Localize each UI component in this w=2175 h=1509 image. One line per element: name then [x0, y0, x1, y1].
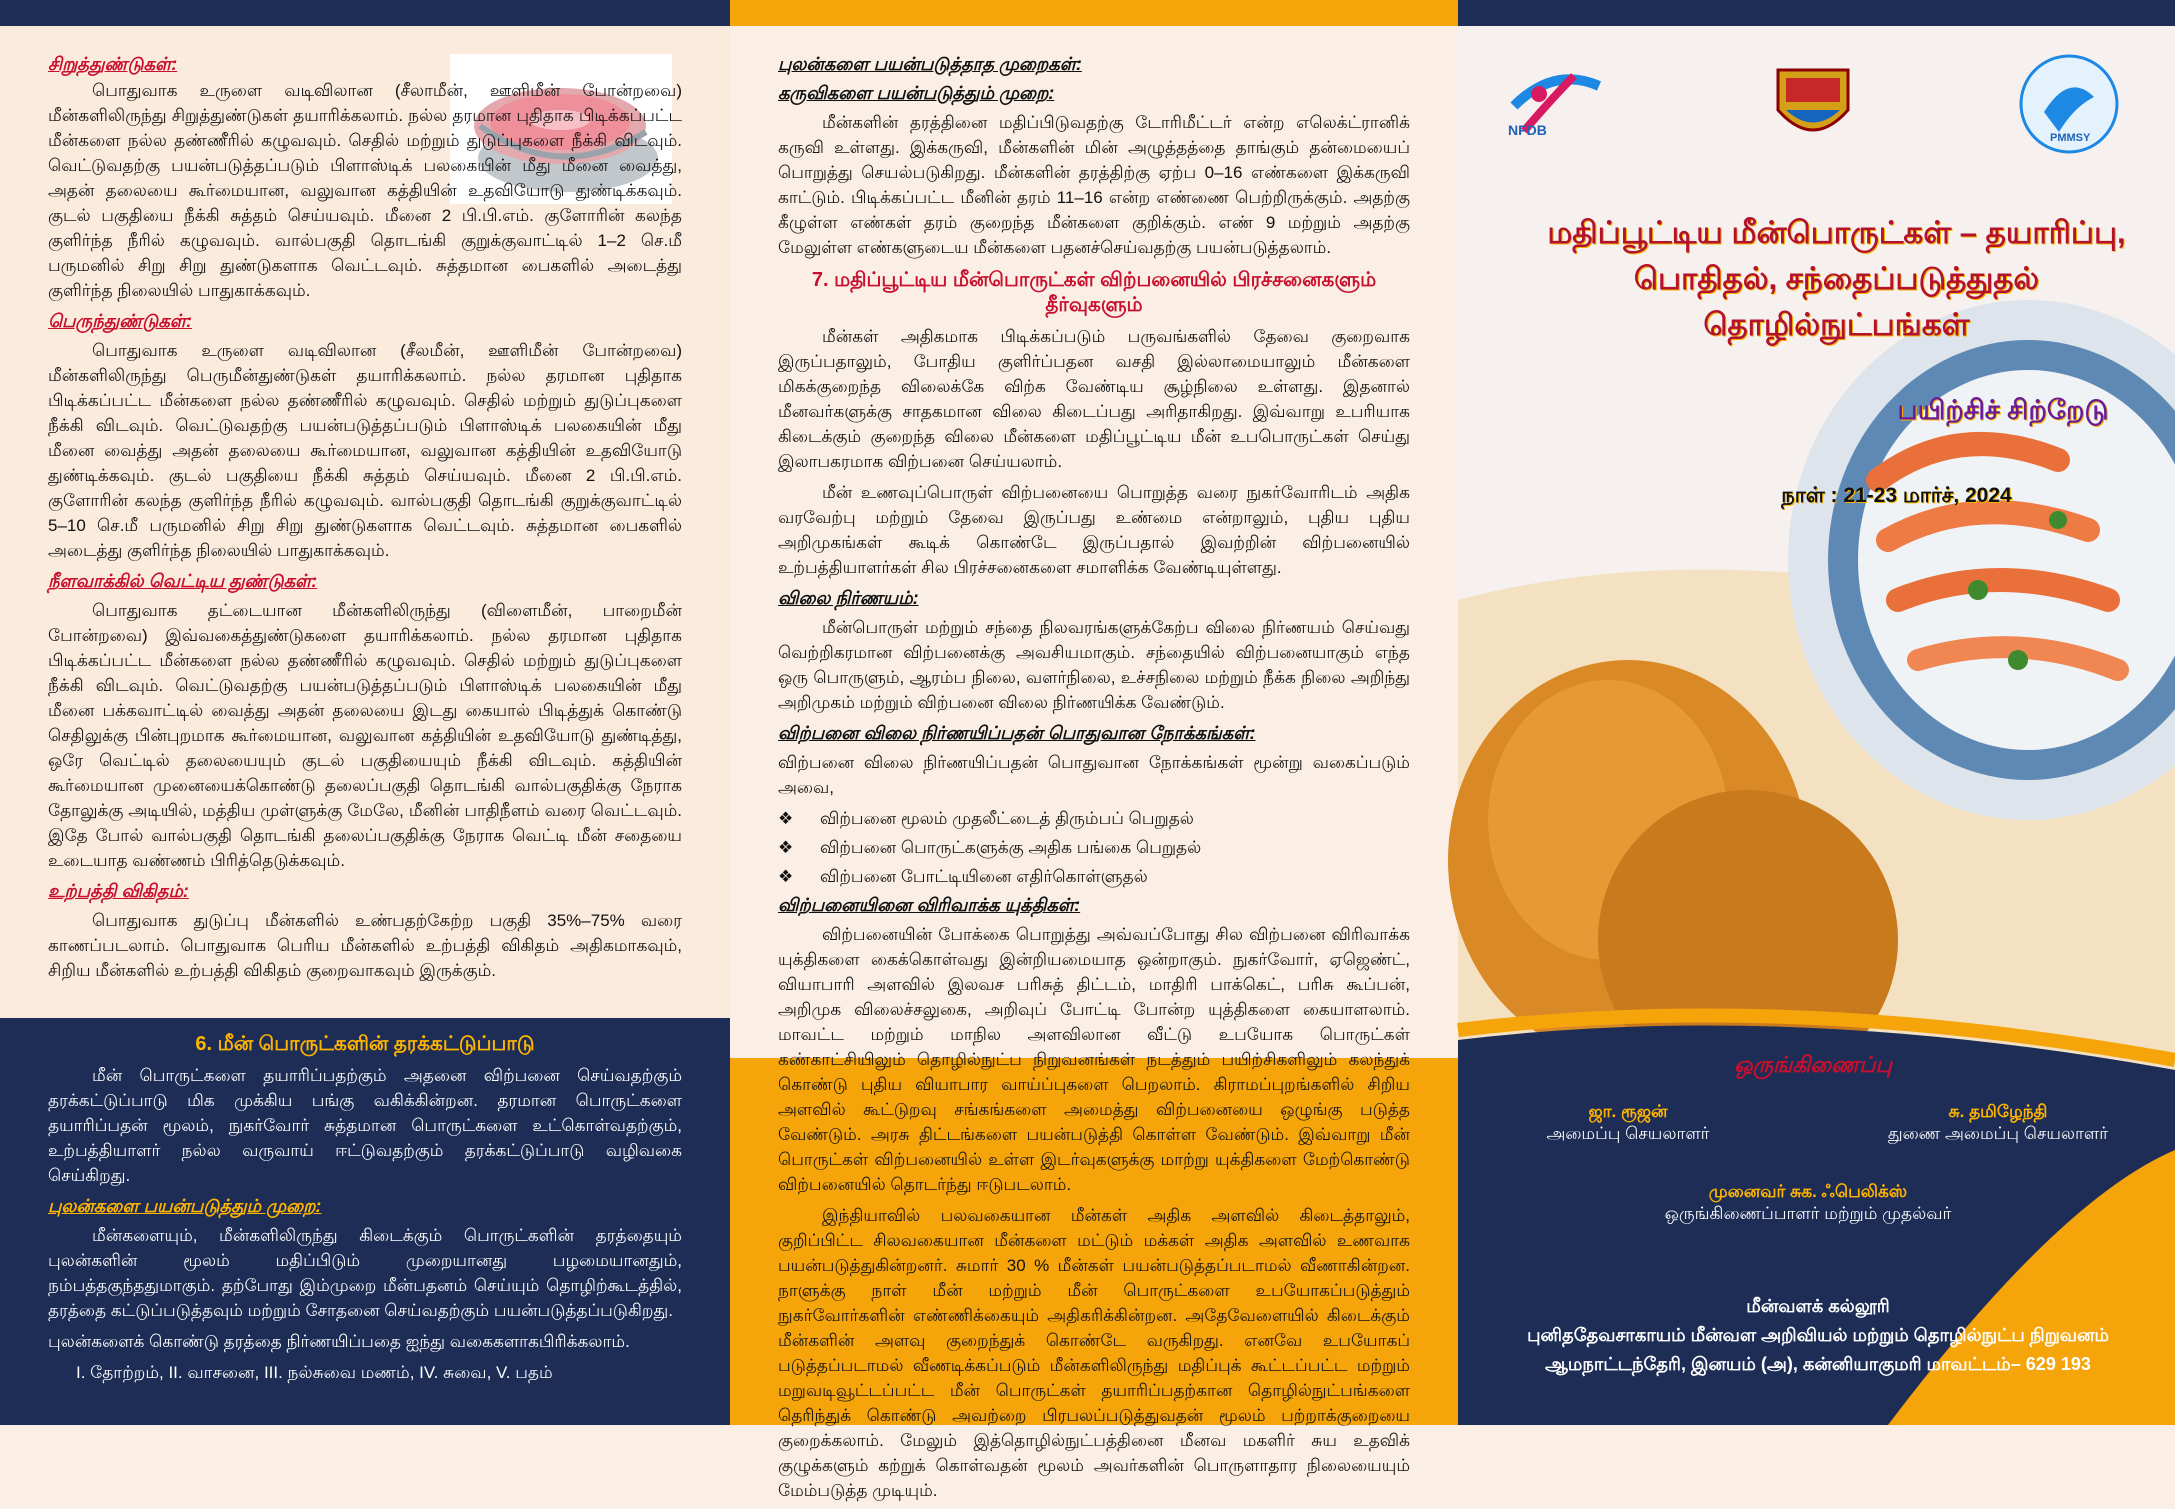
middle-panel: [730, 0, 1458, 1500]
cover-panel: [1458, 0, 2175, 1425]
bullet-item: [778, 806, 1410, 831]
organizer-2: [1848, 1102, 2148, 1146]
college-emblem: [1768, 60, 1858, 150]
organizer-1-name: ஜா. ரூஜன்: [1588, 1102, 1668, 1121]
organizer-1-role: அமைப்பு செயலாளர்: [1546, 1124, 1710, 1143]
nfdb-logo-text: NFDB: [1508, 122, 1547, 138]
organizer-1: [1498, 1102, 1758, 1146]
organizer-3: [1558, 1182, 2058, 1226]
marketing-problems-heading: 7. மதிப்பூட்டிய மீன்பொருட்கள் விற்பனையில் பிரச்சனைகளும் தீர்வுகளும்: [811, 269, 1377, 316]
top-bar: [0, 0, 730, 26]
quality-control-text: மீன் பொருட்களை தயாரிப்பதற்கும் அதனை விற்பனை செய்வதற்கும் தரக்கட்டுப்பாடு மிக முக்கிய பங்கு வகிக்கின்றன. தரமான பொருட்களை தயாரிப்பதன் மூலம், நுகர்வோர் சுத்தமான பொருட்களை உட்கொள்வதற்கும், உற்பத்தியாளர் நல்ல வருவாய் ஈட்டுவதற்கும் தரக்கட்டுப்பாடு வழிவகை செய்கிறது.: [48, 1066, 682, 1185]
sensory-categories: I. தோற்றம், II. வாசனை, III. நல்சுவை மணம், IV. சுவை, V. பதம்: [76, 1363, 553, 1382]
pmmsy-logo-text: PMMSY: [2050, 132, 2091, 144]
bullet-text: விற்பனை போட்டியினை எதிர்கொள்ளுதல்: [820, 867, 1148, 886]
diamond-bullet-icon: ❖: [778, 838, 794, 857]
pricing-objectives-text: விற்பனை விலை நிர்ணயிப்பதன் பொதுவான நோக்கங்கள் மூன்று வகைப்படும் அவை,: [778, 753, 1410, 797]
bullet-text: விற்பனை மூலம் முதலீட்டைத் திரும்பப் பெறுதல்: [820, 809, 1194, 828]
bullet-item: [778, 835, 1410, 860]
pricing-text: மீன்பொருள் மற்றும் சந்தை நிலவரங்களுக்கேற்ப விலை நிர்ணயம் செய்வது வெற்றிகரமான விற்பனைக்கு அவசியமாகும். சந்தையில் விற்பனையாகும் எந்த ஒரு பொருளும், ஆரம்ப நிலை, வளர்நிலை, உச்சநிலை மற்றும் நீக்க நிலை அறிந்து அறிமுகம் மற்றும் விற்பனை விலை நிர்ணயிக்க வேண்டும்.: [778, 618, 1410, 712]
small-pieces-text: பொதுவாக உருளை வடிவிலான (சீலாமீன், ஊளிமீன் போன்றவை) மீன்களிலிருந்து சிறுத்துண்டுகள் தயாரிக்கலாம். நல்ல தரமான புதிதாக பிடிக்கப்பட்ட மீன்களை நல்ல தண்ணீரில் கழுவவும். செதில் மற்றும் துடுப்புகளை நீக்கி விடவும். வெட்டுவதற்கு பயன்படுத்தப்படும் பிளாஸ்டிக் பலகையின் மீது மீனை வைத்து, அதன் தலையை கூர்மையான, வலுவான கத்தியின் உதவியோடு துண்டிக்கவும். குடல் பகுதியை நீக்கி சுத்தம் செய்யவும். மீனை 2 பி.பி.எம். குளோரின் கலந்த குளிர்ந்த நீரில் கழுவவும். வால்பகுதி தொடங்கி குறுக்குவாட்டில் 1–2 செ.மீ பருமனில் சிறு சிறு துண்டுகளாக வெட்டவும். சுத்தமான பைகளில் அடைத்து குளிர்ந்த நிலையில் பாதுகாக்கவும்.: [48, 81, 682, 300]
organizer-3-name: முனைவர் சுக. ஃபெலிக்ஸ்: [1708, 1182, 1908, 1201]
sales-strategy-text: விற்பனையின் போக்கை பொறுத்து அவ்வப்போது சில விற்பனை விரிவாக்க யுக்திகளை கைக்கொள்வது இன்றியமையாத ஒன்றாகும். நுகர்வோர், ஏஜெண்ட், வியாபாரி அளவில் இலவச பரிசுத் திட்டம், மாதிரி பாக்கெட், பரிசு கூப்பன், அறிமுக விலைச்சலுகை, அறிவுப் போட்டி போன்ற யுத்திகளை கையாளலாம். மாவட்ட மற்றும் மாநில அளவிலான வீட்டு உபயோக பொருட்கள் கண்காட்சியிலும் தொழில்நுட்ப நிறுவனங்கள் நடத்தும் பயிற்சிகளிலும் கலந்துக் கொண்டு புதிய வியாபார வாய்ப்புகளை பெறலாம். கிராமப்புறங்களில் சிறிய அளவில் கூட்டுறவு சங்கங்களை அமைத்து விற்பனையை ஒழுங்கு படுத்த வேண்டும். அரசு திட்டங்களை பயன்படுத்தி கொள்ள வேண்டும். இவ்வாறு மீன் பொருட்கள் விற்பனையில் உள்ள இடர்வுகளுக்கு மாற்று யுக்திகளை மேற்கொண்டு விற்பனையில் தொடர்ந்து ஈடுபடலாம்.: [778, 925, 1410, 1194]
fish-wastage-text: இந்தியாவில் பலவகையான மீன்கள் அதிக அளவில் கிடைத்தாலும், குறிப்பிட்ட சிலவகையான மீன்களை மட்டும் மக்கள் அதிக அளவில் உணவாக பயன்படுத்துகின்றனர். சுமார் 30 % மீன்கள் பயன்படுத்தப்படாமல் வீணாகின்றன. நாளுக்கு நாள் மீன் மற்றும் மீன் பொருட்களை உபயோகப்படுத்தும் நுகர்வோர்களின் எண்ணிக்கையும் அதிகரிக்கின்றன. அதேவேளையில் கிடைக்கும் மீன்களின் அளவு குறைந்துக் கொண்டே வருகிறது. எனவே உபயோகப் படுத்தப்படாமல் வீணடிக்கப்படும் மீன்களிலிருந்து மதிப்புக் கூட்டப்பட்ட மற்றும் மறுவடிவூட்டப்பட்ட மீன் பொருட்கள் தயாரிப்பதற்கான தொழில்நுட்பங்களை தெரிந்துக் கொண்டு அவற்றை பிரபலப்படுத்துவதன் மூலம் பற்றாக்குறையை குறைக்கலாம். மேலும் இத்தொழில்நுட்பத்தினை மீனவ மகளிர் சுய உதவிக் குழுக்களும் கற்றுக் கொள்வதன் மூலம் அவர்களின் பொருளாதார நிலையையும் மேம்படுத்த முடியும்.: [778, 1206, 1410, 1500]
brochure-title: மதிப்பூட்டிய மீன்பொருட்கள் – தயாரிப்பு, பொதிதல், சந்தைப்படுத்துதல் தொழில்நுட்பங்கள்: [1547, 215, 2126, 342]
non-sensory-heading: புலன்களை பயன்படுத்தாத முறைகள்:: [778, 54, 1082, 74]
yield-text: பொதுவாக துடுப்பு மீன்களில் உண்பதற்கேற்ற பகுதி 35%–75% வரை காணப்படலாம். பொதுவாக பெரிய மீன்களில் உற்பத்தி விகிதம் அதிகமாகவும், சிறிய மீன்களில் உற்பத்தி விகிதம் குறைவாகவும் இருக்கும்.: [48, 911, 682, 980]
section-title-large-pieces: பெருந்துண்டுகள்:: [48, 311, 192, 331]
text-block-2: [778, 50, 1410, 1509]
marketing-problems-text-2: மீன் உணவுப்பொருள் விற்பனையை பொறுத்த வரை நுகர்வோரிடம் அதிக வரவேற்பு மற்றும் தேவை இருப்பது உண்மை என்றாலும், புதிய புதிய அறிமுகங்கள் கூடிக் கொண்டே இருப்பதால் இவற்றின் விற்பனையில் உற்பத்தியாளர்கள் சில பிரச்சனைகளை சமாளிக்க வேண்டியுள்ளது.: [778, 483, 1410, 577]
sensory-method-text-2: புலன்களைக் கொண்டு தரத்தை நிர்ணயிப்பதை ஐந்து வகைகளாகபிரிக்கலாம்.: [48, 1332, 630, 1351]
institute-name: புனிததேவசாகாயம் மீன்வள அறிவியல் மற்றும் தொழில்நுட்ப நிறுவனம்: [1527, 1325, 2109, 1345]
section-title-fillets: நீளவாக்கில் வெட்டிய துண்டுகள்:: [48, 571, 318, 591]
diamond-bullet-icon: ❖: [778, 809, 794, 828]
college-name: மீன்வளக் கல்லூரி: [1746, 1296, 1890, 1316]
instrument-method-heading: கருவிகளை பயன்படுத்தும் முறை:: [778, 83, 1055, 103]
fillets-text: பொதுவாக தட்டையான மீன்களிலிருந்து (விளைமீன், பாறைமீன் போன்றவை) இவ்வகைத்துண்டுகளை தயாரிக்கலாம். நல்ல தரமான புதிதாக பிடிக்கப்பட்ட மீன்களை நல்ல தண்ணீரில் கழுவவும். செதில் மற்றும் துடுப்புகளை நீக்கி விடவும். வெட்டுவதற்கு பயன்படுத்தப்படும் பிளாஸ்டிக் பலகையின் மீது மீனை பக்கவாட்டில் வைத்து அதன் தலையை இடது கையால் பிடித்துக் கொண்டு செதிலுக்கு பின்புறமாக கூர்மையான, வலுவான கத்தியின் உதவியோடு துண்டித்து, ஒரே வெட்டில் தலையையும் குடல் பகுதியையும் நீக்கி விடவும். கத்தியின் கூர்மையான முனையைக்கொண்டு தலைப்பகுதி தொடங்கி வால்பகுதிக்கு நேராக தோலுக்கு அடியில், மத்திய முள்ளுக்கு மேலே, மீனின் பாதிநீளம் வரை வெட்டவும். இதே போல் வால்பகுதி தொடங்கி தலைப்பகுதிக்கு நேராக வெட்டி மீன் சதையை உடையாத வண்ணம் பிரித்தெடுக்கவும்.: [48, 601, 682, 870]
brochure-subtitle: பயிற்சிச் சிற்றேடு: [1897, 395, 2109, 425]
top-bar: [730, 0, 1458, 26]
bullet-item: [778, 864, 1410, 889]
institution-block: [1518, 1296, 2118, 1377]
large-pieces-text: பொதுவாக உருளை வடிவிலான (சீலமீன், ஊளிமீன் போன்றவை) மீன்களிலிருந்து பெருமீன்துண்டுகள் தயாரிக்கலாம். நல்ல தரமான புதிதாக பிடிக்கப்பட்ட மீன்களை நல்ல தண்ணீரில் கழுவவும். செதில் மற்றும் துடுப்புகளை நீக்கி விடவும். வெட்டுவதற்கு பயன்படுத்தப்படும் பிளாஸ்டிக் பலகையின் மீது மீனை வைத்து அதன் தலையை கூர்மையான, வலுவான கத்தியின் உதவியோடு துண்டிக்கவும். குடல் பகுதியை நீக்கி சுத்தம் செய்யவும். மீனை 2 பி.பி.எம். குளோரின் கலந்த குளிர்ந்த நீரில் கழுவவும். வால்பகுதி தொடங்கி குறுக்குவாட்டில் 5–10 செ.மீ பருமனில் சிறு சிறு துண்டுகளாக வெட்டவும். சுத்தமான பைகளில் அடைத்து குளிர்ந்த நிலையில் பாதுகாக்கவும்.: [48, 341, 682, 560]
quality-control-heading: 6. மீன் பொருட்களின் தரக்கட்டுப்பாடு: [195, 1033, 535, 1055]
sensory-method-heading: புலன்களை பயன்படுத்தும் முறை:: [48, 1196, 322, 1216]
text-block-1b: [48, 78, 682, 989]
diamond-bullet-icon: ❖: [778, 867, 794, 886]
pricing-objectives-heading: விற்பனை விலை நிர்ணயிப்பதன் பொதுவான நோக்கங்கள்:: [778, 723, 1256, 743]
quality-control-block: [48, 1024, 682, 1391]
left-panel: [0, 0, 730, 1425]
marketing-problems-text-1: மீன்கள் அதிகமாக பிடிக்கப்படும் பருவங்களில் தேவை குறைவாக இருப்பதாலும், போதிய குளிர்ப்பதன வசதி இல்லாமையாலும் மீன்களை மிகக்குறைந்த விலைக்கே விற்க வேண்டிய சூழ்நிலை உள்ளது. இதனால் மீனவர்களுக்கு சாதகமான விலை கிடைப்பது அரிதாகிறது. இவ்வாறு உபரியாக கிடைக்கும் குறைந்த விலை மீன்களை மதிப்பூட்டிய மீன் உபபொருட்கள் செய்து இலாபகரமாக விற்பனை செய்யலாம்.: [778, 327, 1410, 471]
text-block-1: [48, 50, 460, 81]
instrument-method-text: மீன்களின் தரத்தினை மதிப்பிடுவதற்கு டோரிமீட்டர் என்ற எலெக்ட்ரானிக் கருவி உள்ளது. இக்கருவி, மீன்களின் மின் அழுத்தத்தை தாங்கும் தன்மையைப் பொறுத்து செயல்படுகிறது. மீன்களின் தரத்திற்கு ஏற்ப 0–16 எண்களை இக்கருவி காட்டும். பிடிக்கப்பட்ட மீனின் தரம் 11–16 என்ற எண்ணை பெற்றிருக்கும். அதற்கு கீழுள்ள எண்கள் தரம் குறைந்த மீன்களை குறிக்கும். எண் 9 மற்றும் அதற்கு மேலுள்ள எண்களுடைய மீன்களை பதனச்செய்வதற்கு பயன்படுத்தலாம்.: [778, 113, 1410, 257]
organizer-3-role: ஒருங்கிணைப்பாளர் மற்றும் முதல்வர்: [1664, 1204, 1952, 1223]
section-title-yield: உற்பத்தி விகிதம்:: [48, 881, 189, 901]
sensory-method-text: மீன்களையும், மீன்களிலிருந்து கிடைக்கும் பொருட்களின் தரத்தையும் புலன்களின் மூலம் மதிப்பிடும் முறையானது பழமையானதும், நம்பத்தகுந்ததுமாகும். தற்போது இம்முறை மீன்பதனம் செய்யும் தொழிற்கூடத்தில், தரத்தை கட்டுப்படுத்தவும் மற்றும் சோதனை செய்வதற்கும் பயன்படுத்தப்படுகிறது.: [48, 1226, 682, 1320]
organizer-2-role: துணை அமைப்பு செயலாளர்: [1887, 1124, 2109, 1143]
bullet-text: விற்பனை பொருட்களுக்கு அதிக பங்கை பெறுதல்: [820, 838, 1202, 857]
event-date: நாள் : 21-23 மார்ச், 2024: [1781, 484, 2012, 507]
organised-by-label: ஒருங்கிணைப்பு: [1734, 1052, 1892, 1077]
pricing-heading: விலை நிர்ணயம்:: [778, 588, 919, 608]
sales-strategy-heading: விற்பனையினை விரிவாக்க யுக்திகள்:: [778, 895, 1081, 915]
section-title-small-pieces: சிறுத்துண்டுகள்:: [48, 54, 178, 74]
organizer-2-name: சு. தமிழேந்தி: [1948, 1102, 2048, 1121]
institute-address: ஆமநாட்டந்தேரி, இனயம் (அ), கன்னியாகுமரி மாவட்டம்– 629 193: [1545, 1354, 2091, 1374]
